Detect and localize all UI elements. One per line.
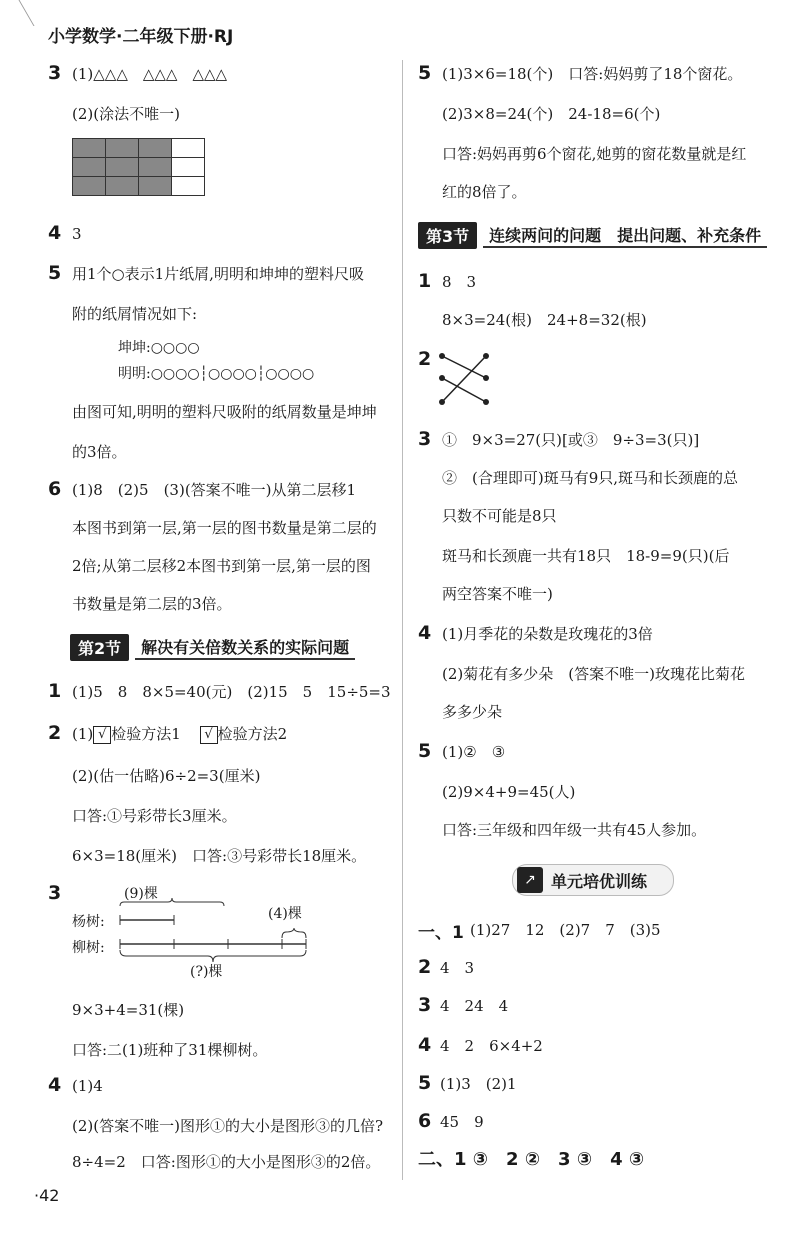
answer-line: (1)27 12 (2)7 7 (3)5 (470, 921, 661, 939)
question-number: 4 (48, 1074, 62, 1096)
answer-line: 4 24 4 (440, 997, 509, 1015)
chart-icon: ↗ (517, 867, 543, 893)
shaded-grid (72, 138, 205, 196)
kunkun-circles: 坤坤:○○○○ (118, 340, 200, 356)
check-label: 检验方法2 (217, 725, 288, 743)
answer-line: 口答:妈妈再剪6个窗花,她剪的窗花数量就是红 (442, 145, 747, 163)
answer-line: 8×3=24(根) 24+8=32(根) (442, 311, 647, 329)
answer-line: 2倍;从第二层移2本图书到第一层,第一层的图 (72, 557, 371, 575)
answer-line: 只数不可能是8只 (442, 507, 557, 525)
question-number: 4 (418, 1034, 432, 1056)
answer-line (72, 724, 287, 744)
answer-line: (1)5 8 8×5=40(元) (2)15 5 15÷5=3 (72, 683, 391, 701)
question-number: 3 (48, 62, 62, 84)
answer-line: (2)菊花有多少朵 (答案不唯一)玫瑰花比菊花 (442, 665, 745, 683)
answer-line: (1)3 (2)1 (440, 1075, 517, 1093)
question-number: 5 (48, 262, 62, 284)
answer-line: 8÷4=2 口答:图形①的大小是图形③的2倍。 (72, 1153, 381, 1171)
answer-line: (2)(答案不唯一)图形①的大小是图形③的几倍? (72, 1117, 383, 1135)
checkbox-mark: √ (93, 726, 111, 744)
running-header: 小学数学·二年级下册·RJ (48, 27, 234, 47)
answer-line: 的3倍。 (72, 443, 127, 461)
question-number: 4 (418, 622, 432, 644)
answer-line: 3 (72, 225, 82, 243)
answer-line: 6×3=18(厘米) 口答:③号彩带长18厘米。 (72, 847, 367, 865)
answer-line: 口答:①号彩带长3厘米。 (72, 807, 237, 825)
section-heading (70, 634, 355, 660)
question-number: 3 (48, 882, 62, 904)
bar-model-diagram (110, 898, 320, 968)
checkbox-mark: √ (200, 726, 218, 744)
section-tag: 第3节 (418, 222, 477, 249)
answer-line: 45 9 (440, 1113, 484, 1131)
question-number: 5 (418, 1072, 432, 1094)
answer-line: 4 2 6×4+2 (440, 1037, 543, 1055)
question-number: 1 (48, 680, 62, 702)
question-number: 4 (48, 222, 62, 244)
diagram-label: 柳树: (72, 940, 105, 956)
question-number: 5 (418, 740, 432, 762)
diagram-label: (4)棵 (268, 906, 302, 922)
answer-line: ② (合理即可)斑马有9只,斑马和长颈鹿的总 (442, 469, 739, 487)
answer-line: 4 3 (440, 959, 475, 977)
question-number: 6 (418, 1110, 432, 1132)
answer-line: (1)△△△ △△△ △△△ (72, 65, 228, 83)
question-number: 6 (48, 478, 62, 500)
answer-line: (2)(涂法不唯一) (72, 105, 180, 123)
answer-line: (2)9×4+9=45(人) (442, 783, 576, 801)
question-number: 3 (418, 994, 432, 1016)
answer-line: (1)月季花的朵数是玫瑰花的3倍 (442, 625, 653, 643)
question-number: 3 (418, 428, 432, 450)
answer-line: 本图书到第一层,第一层的图书数量是第二层的 (72, 519, 377, 537)
answer-line: ① 9×3=27(只)[或③ 9÷3=3(只)] (442, 431, 700, 449)
mingming-circles: 明明:○○○○┆○○○○┆○○○○ (118, 366, 315, 382)
answer-line: 斑马和长颈鹿一共有18只 18-9=9(只)(后 (442, 547, 730, 565)
question-number: 1 (418, 270, 432, 292)
page-corner-mark (0, 0, 35, 26)
diagram-label: 杨树: (72, 914, 105, 930)
question-number: 2 (418, 348, 432, 370)
question-number: 一、1 (418, 923, 464, 943)
column-divider (402, 60, 403, 1180)
part-label: (1) (72, 725, 94, 743)
section-title: 解决有关倍数关系的实际问题 (135, 635, 355, 660)
matching-lines-diagram (436, 350, 496, 410)
answer-line: 两空答案不唯一) (442, 585, 553, 603)
answer-line: 书数量是第二层的3倍。 (72, 595, 232, 613)
diagram-label: (?)棵 (190, 964, 223, 980)
answer-line: 口答:二(1)班种了31棵柳树。 (72, 1041, 268, 1059)
answer-line: 用1个○表示1片纸屑,明明和坤坤的塑料尺吸 (72, 265, 364, 283)
section-title: 连续两问的问题 提出问题、补充条件 (483, 223, 767, 248)
answer-line: 多多少朵 (442, 703, 503, 721)
diagram-label: (9)棵 (124, 886, 158, 902)
answer-line: (1)② ③ (442, 743, 506, 761)
question-number: 2 (418, 956, 432, 978)
answer-line: 8 3 (442, 273, 477, 291)
question-number: 5 (418, 62, 432, 84)
section-heading (418, 222, 767, 248)
answer-line: (2)(估一估略)6÷2=3(厘米) (72, 767, 261, 785)
page-number: ·42 (34, 1186, 60, 1205)
check-label: 检验方法1 (111, 725, 181, 743)
unit-title: 单元培优训练 (551, 871, 648, 891)
answer-line: 口答:三年级和四年级一共有45人参加。 (442, 821, 707, 839)
answer-line: (1)4 (72, 1077, 103, 1095)
answer-line: (1)3×6=18(个) 口答:妈妈剪了18个窗花。 (442, 65, 743, 83)
unit-training-banner (512, 864, 674, 896)
answer-line: 附的纸屑情况如下: (72, 305, 198, 323)
answer-line: (2)3×8=24(个) 24-18=6(个) (442, 105, 661, 123)
answer-line: 9×3+4=31(棵) (72, 1001, 185, 1019)
answer-line: 二、1 ③ 2 ② 3 ③ 4 ③ (418, 1149, 645, 1170)
answer-line: 红的8倍了。 (442, 183, 527, 201)
question-number: 2 (48, 722, 62, 744)
answer-line: 由图可知,明明的塑料尺吸附的纸屑数量是坤坤 (72, 403, 377, 421)
section-tag: 第2节 (70, 634, 129, 661)
answer-line: (1)8 (2)5 (3)(答案不唯一)从第二层移1 (72, 481, 357, 499)
